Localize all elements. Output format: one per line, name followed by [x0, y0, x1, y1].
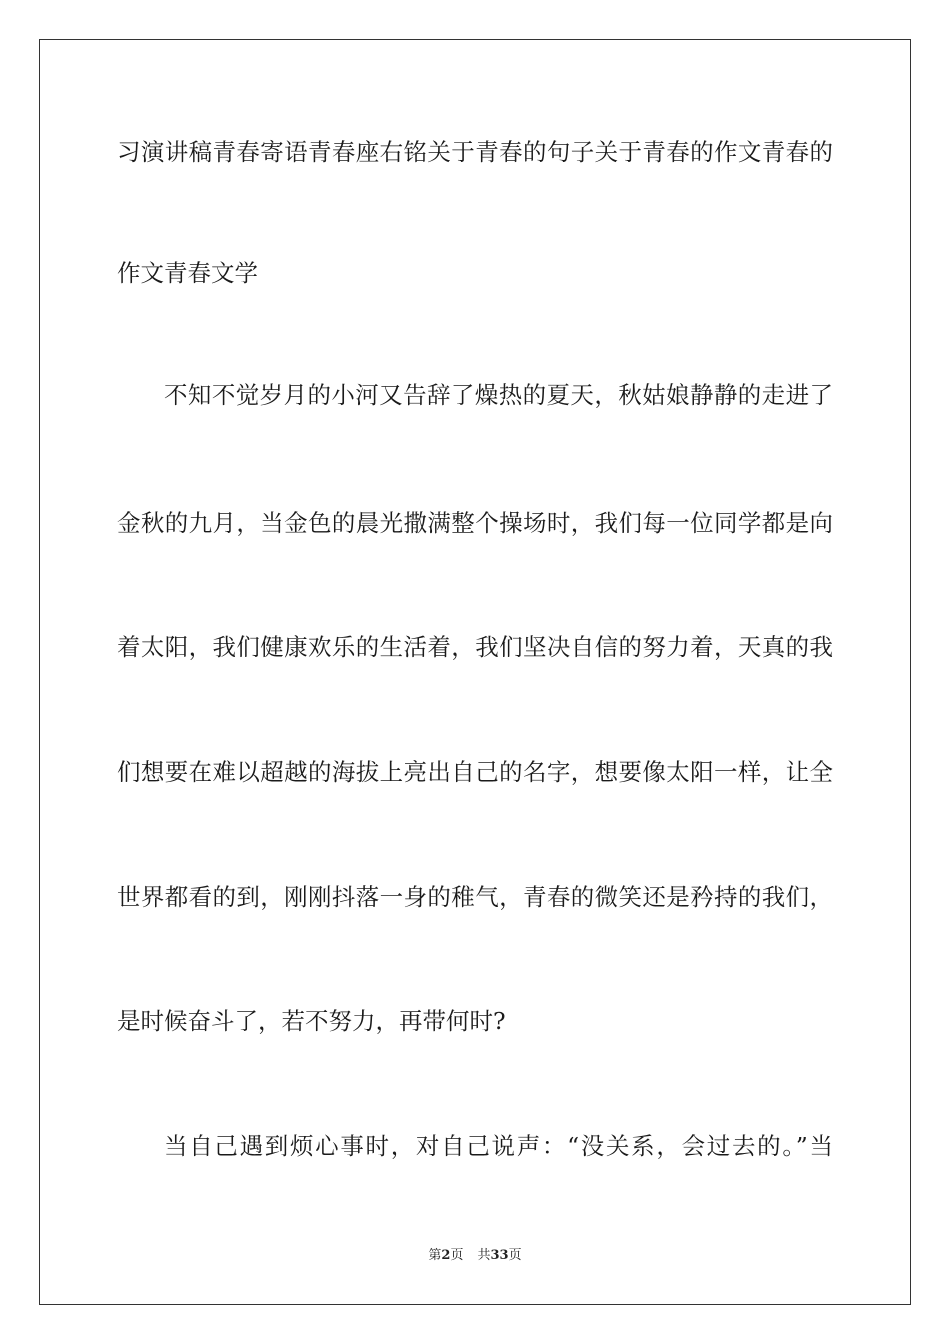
paragraph-1-line-4: 们想要在难以超越的海拔上亮出自己的名字，想要像太阳一样，让全	[117, 758, 833, 786]
paragraph-1-line-2: 金秋的九月，当金色的晨光撒满整个操场时，我们每一位同学都是向	[117, 509, 833, 537]
page-suffix: 页	[450, 1248, 464, 1263]
paragraph-2-line-1: 当自己遇到烦心事时，对自己说声：“没关系，会过去的。”当	[164, 1132, 833, 1160]
page-border	[39, 39, 911, 1305]
text-line-2: 作文青春文学	[117, 259, 258, 287]
page-footer	[0, 1247, 950, 1265]
page-current: 2	[441, 1248, 451, 1263]
paragraph-1-line-3: 着太阳，我们健康欢乐的生活着，我们坚决自信的努力着，天真的我	[117, 633, 833, 661]
page-total: 33	[490, 1248, 509, 1263]
paragraph-1-line-1: 不知不觉岁月的小河又告辞了燥热的夏天，秋姑娘静静的走进了	[164, 381, 833, 409]
text-line-1: 习演讲稿青春寄语青春座右铭关于青春的句子关于青春的作文青春的	[117, 138, 833, 166]
total-prefix: 共	[477, 1248, 491, 1263]
paragraph-1-line-5: 世界都看的到，刚刚抖落一身的稚气，青春的微笑还是矜持的我们，	[117, 883, 833, 911]
page-prefix: 第	[428, 1248, 442, 1263]
total-suffix: 页	[508, 1248, 522, 1263]
paragraph-1-line-6: 是时候奋斗了，若不努力，再带何时?	[117, 1007, 506, 1035]
